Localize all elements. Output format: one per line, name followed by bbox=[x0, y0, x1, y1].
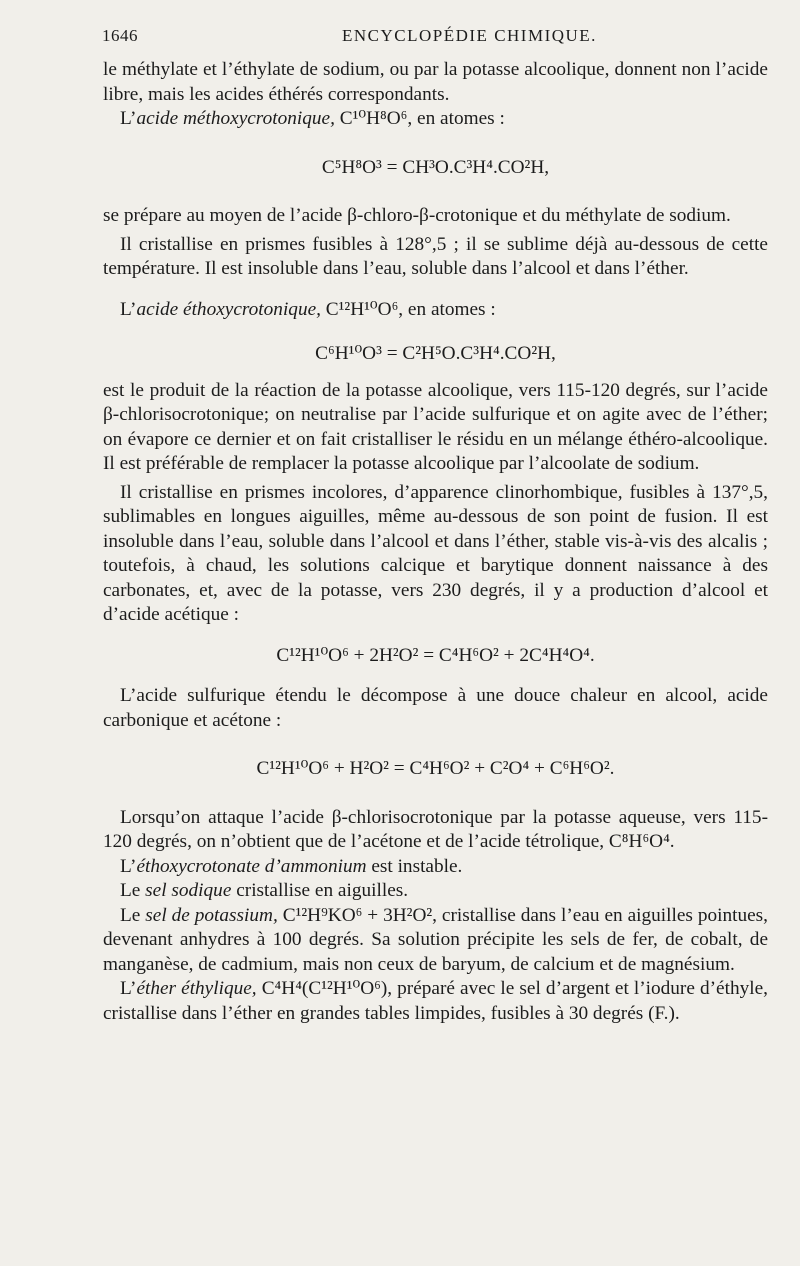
text: L’ bbox=[120, 298, 137, 320]
text: C¹²H¹⁰O⁶, en atomes : bbox=[320, 298, 496, 320]
text: L’ bbox=[120, 108, 137, 129]
formula: C⁶H¹⁰O³ = C²H⁵O.C³H⁴.CO²H, bbox=[315, 343, 556, 364]
paragraph: Il cristallise en prismes fusibles à 128°,5 ; il se sublime déjà au-dessous de cette température. Il est insoluble dans l’eau, soluble dans l’alcool et dans l’éther. bbox=[103, 233, 768, 279]
text: C¹²H⁹KO⁶ + 3H²O², cristallise dans l’eau en aiguilles pointues, devenant anhydres à 100 degrés. Sa solution précipite les sels de fer, de cobalt, de manganèse, de cadmium, mais non ceux de baryum, de calcium et de magnésium. bbox=[103, 904, 769, 975]
formula: C¹²H¹⁰O⁶ + 2H²O² = C⁴H⁶O² + 2C⁴H⁴O⁴. bbox=[276, 644, 595, 666]
paragraph bbox=[103, 855, 768, 880]
paragraph: le méthylate et l’éthylate de sodium, ou par la potasse alcoolique, donnent non l’acide libre, mais les acides éthérés correspondants. bbox=[103, 59, 768, 105]
formula: C⁵H⁸O³ = CH³O.C³H⁴.CO²H, bbox=[321, 156, 550, 178]
paragraph bbox=[103, 879, 768, 904]
text: C⁴H⁴(C¹²H¹⁰O⁶), préparé avec le sel d’argent et l’iodure d’éthyle, cristallise dans l’éther en grandes tables limpides, fusibles à 30 degrés (F.). bbox=[103, 978, 768, 1024]
paragraph-acide-ethoxycrotonique bbox=[103, 298, 768, 323]
page-body bbox=[103, 58, 768, 1026]
compound-name: acide méthoxycrotonique, bbox=[136, 108, 335, 129]
text: est instable. bbox=[366, 855, 463, 877]
compound-name: éthoxycrotonate d’ammonium bbox=[136, 855, 367, 877]
running-header bbox=[102, 26, 772, 50]
paragraph: L’acide sulfurique étendu le décompose à une douce chaleur en alcool, acide carbonique et acétone : bbox=[103, 685, 768, 731]
page-number: 1646 bbox=[102, 26, 138, 45]
paragraph: Il cristallise en prismes incolores, d’apparence clinorhombique, fusibles à 137°,5, sublimables en longues aiguilles, même au-dessous de son point de fusion. Il est insoluble dans l’eau, soluble dans l’alcool et dans l’éther, stable vis-à-vis des alcalis ; toutefois, à chaud, les solutions calcique et barytique donnent naissance à des carbonates, et, avec de la potasse, vers 230 degrés, il y a production d’alcool et d’acide acétique : bbox=[103, 481, 768, 625]
text: cristallise en aiguilles. bbox=[231, 880, 409, 901]
paragraph-acide-methoxycrotonique bbox=[103, 107, 768, 132]
compound-name: éther éthylique, bbox=[136, 978, 257, 999]
compound-name: acide éthoxycrotonique, bbox=[136, 298, 321, 320]
compound-name: sel de potassium, bbox=[145, 904, 278, 926]
text: L’ bbox=[120, 855, 137, 877]
text: C¹⁰H⁸O⁶, en atomes : bbox=[334, 108, 505, 129]
text: Le bbox=[120, 880, 146, 901]
text: L’ bbox=[120, 978, 137, 999]
paragraph bbox=[103, 977, 768, 1026]
formula: C¹²H¹⁰O⁶ + H²O² = C⁴H⁶O² + C²O⁴ + C⁶H⁶O². bbox=[256, 758, 615, 779]
paragraph: est le produit de la réaction de la potasse alcoolique, vers 115-120 degrés, sur l’acide β-chlorisocrotonique; on neutralise par l’acide sulfurique et on agite avec de l’éther; on évapore ce dernier et on fait cristalliser le résidu en un mélange éthéro-alcoolique. Il est préférable de remplacer la potasse alcoolique par l’alcoolate de sodium. bbox=[103, 379, 768, 474]
paragraph: se prépare au moyen de l’acide β-chloro-β-crotonique et du méthylate de sodium. bbox=[103, 205, 731, 226]
running-title: ENCYCLOPÉDIE CHIMIQUE. bbox=[342, 26, 597, 45]
text: Le bbox=[120, 904, 146, 926]
paragraph: Lorsqu’on attaque l’acide β-chlorisocrotonique par la potasse aqueuse, vers 115-120 degrés, on n’obtient que de l’acétone et de l’acide tétrolique, C⁸H⁶O⁴. bbox=[103, 806, 768, 852]
paragraph bbox=[103, 904, 768, 978]
compound-name: sel sodique bbox=[145, 880, 232, 901]
